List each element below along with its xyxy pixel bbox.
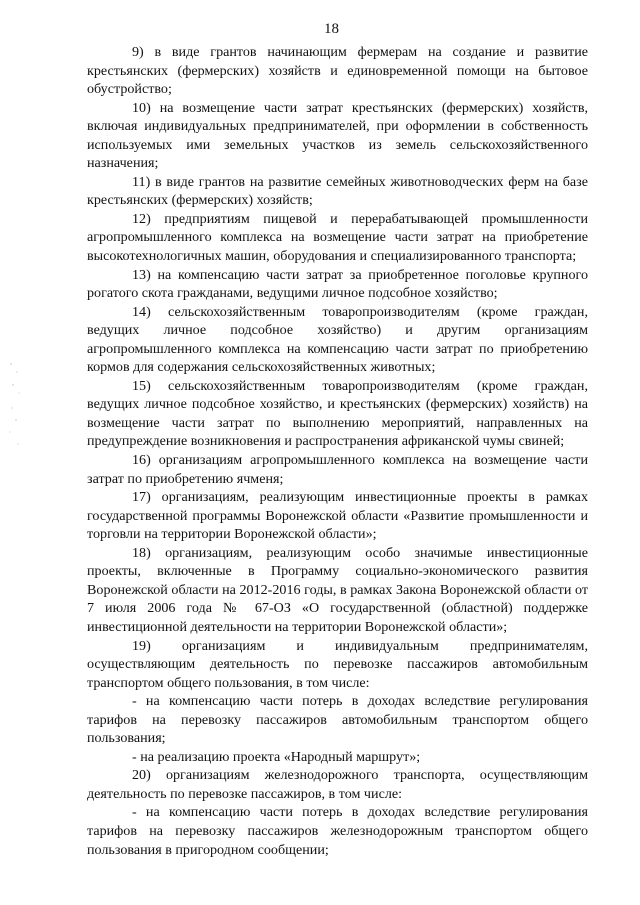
paragraph-item-15: 15) сельскохозяйственным товаропроизводителям (кроме граждан, ведущих личное подсобное хозяйство, и крестьянских (фермерских) хозяйств) на возмещение части затрат по выполнению мероприятий, направленных на предупреждение возникновения и распространения африканской чумы свиней;: [87, 377, 588, 450]
paragraph-item-19: 19) организациям и индивидуальным предпринимателям, осуществляющим деятельность по перевозке пассажиров автомобильным транспортом общего пользования, в том числе:: [87, 637, 588, 691]
paragraph-item-16: 16) организациям агропромышленного комплекса на возмещение части затрат по приобретению ячменя;: [87, 452, 588, 487]
paragraph-item-9: 9) в виде грантов начинающим фермерам на создание и развитие крестьянских (фермерских) хозяйств и единовременной помощи на бытовое обустройство;: [87, 44, 588, 98]
paragraph-item-10: 10) на возмещение части затрат крестьянских (фермерских) хозяйств, включая индивидуальных предпринимателей, при оформлении в собственность используемых ими земельных участков из земель сельскохозяйственного назначения;: [87, 99, 588, 172]
page-number: 18: [324, 21, 339, 37]
scan-artifact: [8, 360, 22, 450]
paragraph-item-20: 20) организациям железнодорожного транспорта, осуществляющим деятельность по перевозке пассажиров, в том числе:: [87, 767, 588, 802]
paragraph-item-12: 12) предприятиям пищевой и перерабатывающей промышленности агропромышленного комплекса на возмещение части затрат на приобретение высокотехнологичных машин, оборудования и специализированного транспорта;: [87, 210, 588, 265]
paragraph-item-11: 11) в виде грантов на развитие семейных животноводческих ферм на базе крестьянских (фермерских) хозяйств;: [87, 173, 588, 209]
paragraph-item-18: 18) организациям, реализующим особо значимые инвестиционные проекты, включенные в Программу социально-экономического развития Воронежской области на 2012-2016 годы, в рамках Закона Воронежской области от 7 июля 2006 года № 67-ОЗ «О государственной (областной) поддержке инвестиционной деятельности на территории Воронежской области»;: [87, 544, 588, 635]
paragraph-item-13: 13) на компенсацию части затрат за приобретенное поголовье крупного рогатого скота гражданами, ведущими личное подсобное хозяйство;: [87, 266, 588, 302]
paragraph-item-14: 14) сельскохозяйственным товаропроизводителям (кроме граждан, ведущих личное подсобное хозяйство) и другим организациям агропромышленного комплекса на компенсацию части затрат по приобретению кормов для содержания сельскохозяйственных животных;: [87, 303, 588, 376]
paragraph-item-17: 17) организациям, реализующим инвестиционные проекты в рамках государственной программы Воронежской области «Развитие промышленности и торговли на территории Воронежской области»;: [87, 489, 588, 543]
paragraph-subitem-peoples-route: - на реализацию проекта «Народный маршрут»;: [132, 748, 421, 765]
document-body: [87, 43, 588, 859]
paragraph-subitem-rail-compensation: - на компенсацию части потерь в доходах вследствие регулирования тарифов на перевозку пассажиров железнодорожным транспортом общего пользования в пригородном сообщении;: [87, 804, 588, 858]
paragraph-subitem-bus-compensation: - на компенсацию части потерь в доходах вследствие регулирования тарифов на перевозку пассажиров автомобильным транспортом общего пользования;: [87, 693, 588, 747]
